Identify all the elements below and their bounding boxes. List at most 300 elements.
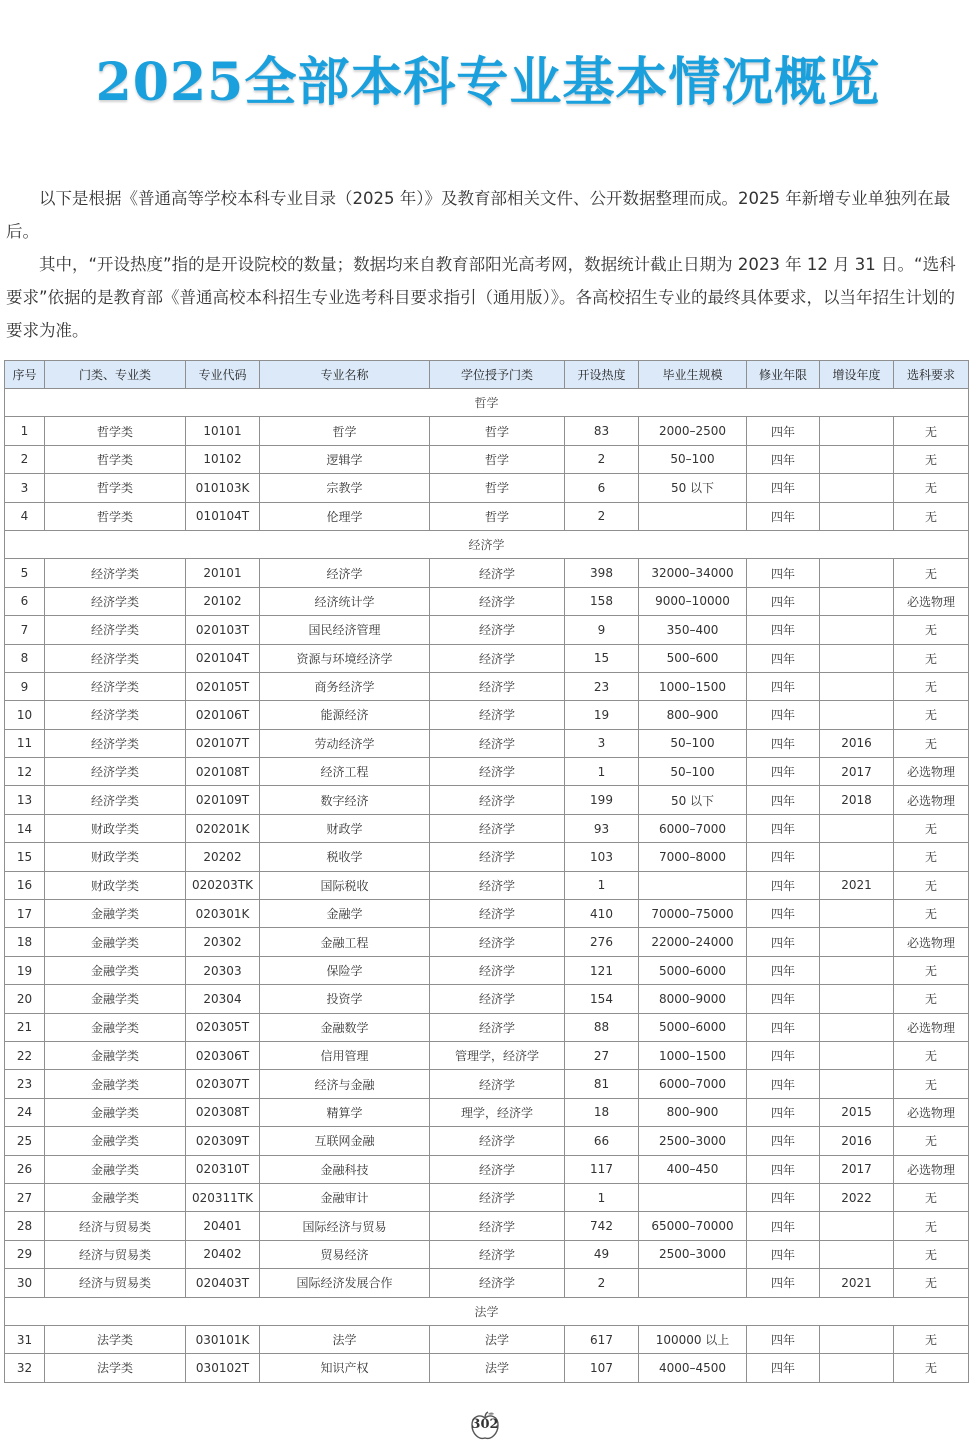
table-row bbox=[5, 445, 969, 473]
cell-code: 020309T bbox=[186, 1127, 260, 1155]
cell-duration: 四年 bbox=[747, 956, 820, 984]
table-row bbox=[5, 1098, 969, 1126]
cell-code: 20101 bbox=[186, 559, 260, 587]
cell-code: 20304 bbox=[186, 985, 260, 1013]
cell-index: 18 bbox=[5, 928, 45, 956]
cell-graduates: 70000–75000 bbox=[639, 900, 747, 928]
cell-subject-req: 无 bbox=[894, 1070, 969, 1098]
cell-year-added: 2018 bbox=[820, 786, 894, 814]
cell-popularity: 121 bbox=[565, 956, 639, 984]
table-row bbox=[5, 1155, 969, 1183]
cell-popularity: 617 bbox=[565, 1325, 639, 1353]
cell-index: 10 bbox=[5, 701, 45, 729]
cell-code: 020311TK bbox=[186, 1183, 260, 1211]
cell-category: 经济与贸易类 bbox=[45, 1240, 186, 1268]
cell-category: 金融学类 bbox=[45, 900, 186, 928]
cell-degree: 经济学 bbox=[430, 985, 565, 1013]
cell-code: 20102 bbox=[186, 587, 260, 615]
cell-subject-req: 无 bbox=[894, 616, 969, 644]
cell-code: 020108T bbox=[186, 758, 260, 786]
cell-graduates bbox=[639, 1269, 747, 1297]
cell-year-added: 2022 bbox=[820, 1183, 894, 1211]
cell-major-name: 劳动经济学 bbox=[260, 729, 430, 757]
cell-code: 020306T bbox=[186, 1041, 260, 1069]
cell-graduates: 350–400 bbox=[639, 616, 747, 644]
cell-code: 10102 bbox=[186, 445, 260, 473]
group-row bbox=[5, 1297, 969, 1325]
cell-subject-req: 无 bbox=[894, 871, 969, 899]
cell-duration: 四年 bbox=[747, 985, 820, 1013]
cell-index: 17 bbox=[5, 900, 45, 928]
cell-major-name: 精算学 bbox=[260, 1098, 430, 1126]
cell-code: 20303 bbox=[186, 956, 260, 984]
column-header: 专业代码 bbox=[186, 361, 260, 389]
cell-index: 19 bbox=[5, 956, 45, 984]
cell-degree: 哲学 bbox=[430, 445, 565, 473]
cell-category: 金融学类 bbox=[45, 1127, 186, 1155]
cell-major-name: 法学 bbox=[260, 1325, 430, 1353]
cell-category: 法学类 bbox=[45, 1325, 186, 1353]
cell-major-name: 经济工程 bbox=[260, 758, 430, 786]
page-title: 2025全部本科专业基本情况概览 bbox=[95, 52, 881, 113]
cell-category: 经济学类 bbox=[45, 758, 186, 786]
cell-category: 金融学类 bbox=[45, 1070, 186, 1098]
cell-year-added: 2015 bbox=[820, 1098, 894, 1126]
cell-category: 金融学类 bbox=[45, 1098, 186, 1126]
cell-year-added bbox=[820, 1354, 894, 1382]
cell-major-name: 资源与环境经济学 bbox=[260, 644, 430, 672]
cell-code: 10101 bbox=[186, 417, 260, 445]
cell-popularity: 6 bbox=[565, 474, 639, 502]
cell-graduates: 22000–24000 bbox=[639, 928, 747, 956]
cell-duration: 四年 bbox=[747, 672, 820, 700]
cell-degree: 经济学 bbox=[430, 1269, 565, 1297]
cell-major-name: 信用管理 bbox=[260, 1041, 430, 1069]
group-label: 哲学 bbox=[5, 389, 969, 417]
cell-category: 经济学类 bbox=[45, 672, 186, 700]
cell-graduates: 800–900 bbox=[639, 701, 747, 729]
cell-category: 经济学类 bbox=[45, 616, 186, 644]
cell-index: 1 bbox=[5, 417, 45, 445]
cell-code: 020310T bbox=[186, 1155, 260, 1183]
cell-graduates: 50–100 bbox=[639, 758, 747, 786]
cell-index: 26 bbox=[5, 1155, 45, 1183]
cell-subject-req: 无 bbox=[894, 985, 969, 1013]
cell-duration: 四年 bbox=[747, 928, 820, 956]
cell-graduates: 100000 以上 bbox=[639, 1325, 747, 1353]
cell-degree: 经济学 bbox=[430, 1212, 565, 1240]
cell-subject-req: 无 bbox=[894, 1325, 969, 1353]
cell-category: 经济与贸易类 bbox=[45, 1269, 186, 1297]
cell-index: 12 bbox=[5, 758, 45, 786]
cell-duration: 四年 bbox=[747, 871, 820, 899]
cell-major-name: 逻辑学 bbox=[260, 445, 430, 473]
cell-major-name: 互联网金融 bbox=[260, 1127, 430, 1155]
cell-index: 4 bbox=[5, 502, 45, 530]
cell-index: 32 bbox=[5, 1354, 45, 1382]
cell-category: 法学类 bbox=[45, 1354, 186, 1382]
cell-graduates: 5000–6000 bbox=[639, 1013, 747, 1041]
cell-index: 28 bbox=[5, 1212, 45, 1240]
cell-duration: 四年 bbox=[747, 1240, 820, 1268]
cell-code: 020308T bbox=[186, 1098, 260, 1126]
table-row bbox=[5, 1240, 969, 1268]
cell-degree: 理学，经济学 bbox=[430, 1098, 565, 1126]
table-row bbox=[5, 616, 969, 644]
cell-duration: 四年 bbox=[747, 587, 820, 615]
cell-category: 金融学类 bbox=[45, 1013, 186, 1041]
cell-index: 6 bbox=[5, 587, 45, 615]
table-body bbox=[5, 389, 969, 1383]
cell-subject-req: 无 bbox=[894, 729, 969, 757]
table-row bbox=[5, 956, 969, 984]
cell-year-added bbox=[820, 644, 894, 672]
cell-code: 20401 bbox=[186, 1212, 260, 1240]
cell-year-added bbox=[820, 559, 894, 587]
cell-degree: 经济学 bbox=[430, 701, 565, 729]
cell-index: 13 bbox=[5, 786, 45, 814]
cell-popularity: 83 bbox=[565, 417, 639, 445]
cell-popularity: 1 bbox=[565, 1183, 639, 1211]
cell-popularity: 276 bbox=[565, 928, 639, 956]
cell-year-added bbox=[820, 1070, 894, 1098]
cell-degree: 经济学 bbox=[430, 758, 565, 786]
table-row bbox=[5, 559, 969, 587]
cell-category: 经济与贸易类 bbox=[45, 1212, 186, 1240]
cell-year-added bbox=[820, 928, 894, 956]
cell-code: 010103K bbox=[186, 474, 260, 502]
cell-popularity: 154 bbox=[565, 985, 639, 1013]
cell-year-added bbox=[820, 1240, 894, 1268]
cell-index: 22 bbox=[5, 1041, 45, 1069]
cell-year-added bbox=[820, 1041, 894, 1069]
cell-code: 020105T bbox=[186, 672, 260, 700]
cell-duration: 四年 bbox=[747, 1098, 820, 1126]
cell-subject-req: 无 bbox=[894, 502, 969, 530]
table-row bbox=[5, 1325, 969, 1353]
cell-year-added: 2021 bbox=[820, 871, 894, 899]
cell-degree: 经济学 bbox=[430, 843, 565, 871]
cell-code: 020104T bbox=[186, 644, 260, 672]
cell-degree: 经济学 bbox=[430, 956, 565, 984]
cell-index: 9 bbox=[5, 672, 45, 700]
cell-duration: 四年 bbox=[747, 502, 820, 530]
table-row bbox=[5, 843, 969, 871]
cell-graduates bbox=[639, 502, 747, 530]
cell-year-added bbox=[820, 587, 894, 615]
cell-duration: 四年 bbox=[747, 1070, 820, 1098]
cell-year-added bbox=[820, 417, 894, 445]
cell-category: 哲学类 bbox=[45, 445, 186, 473]
cell-degree: 哲学 bbox=[430, 417, 565, 445]
cell-degree: 哲学 bbox=[430, 502, 565, 530]
cell-popularity: 2 bbox=[565, 445, 639, 473]
cell-graduates: 800–900 bbox=[639, 1098, 747, 1126]
table-row bbox=[5, 1070, 969, 1098]
cell-major-name: 经济学 bbox=[260, 559, 430, 587]
cell-major-name: 保险学 bbox=[260, 956, 430, 984]
cell-graduates: 1000–1500 bbox=[639, 672, 747, 700]
cell-major-name: 税收学 bbox=[260, 843, 430, 871]
cell-year-added: 2016 bbox=[820, 1127, 894, 1155]
cell-duration: 四年 bbox=[747, 701, 820, 729]
cell-graduates: 65000–70000 bbox=[639, 1212, 747, 1240]
cell-popularity: 23 bbox=[565, 672, 639, 700]
cell-index: 31 bbox=[5, 1325, 45, 1353]
column-header: 专业名称 bbox=[260, 361, 430, 389]
cell-graduates: 6000–7000 bbox=[639, 1070, 747, 1098]
header-row bbox=[5, 361, 969, 389]
cell-graduates: 5000–6000 bbox=[639, 956, 747, 984]
column-header: 序号 bbox=[5, 361, 45, 389]
cell-popularity: 199 bbox=[565, 786, 639, 814]
cell-category: 财政学类 bbox=[45, 871, 186, 899]
cell-category: 金融学类 bbox=[45, 928, 186, 956]
table-row bbox=[5, 417, 969, 445]
column-header: 毕业生规模 bbox=[639, 361, 747, 389]
table-row bbox=[5, 672, 969, 700]
cell-duration: 四年 bbox=[747, 814, 820, 842]
cell-duration: 四年 bbox=[747, 843, 820, 871]
cell-index: 29 bbox=[5, 1240, 45, 1268]
cell-graduates: 50 以下 bbox=[639, 474, 747, 502]
cell-category: 哲学类 bbox=[45, 474, 186, 502]
cell-index: 20 bbox=[5, 985, 45, 1013]
cell-year-added: 2017 bbox=[820, 1155, 894, 1183]
cell-year-added: 2021 bbox=[820, 1269, 894, 1297]
cell-subject-req: 必选物理 bbox=[894, 1155, 969, 1183]
cell-duration: 四年 bbox=[747, 1354, 820, 1382]
cell-code: 020301K bbox=[186, 900, 260, 928]
cell-major-name: 国际经济与贸易 bbox=[260, 1212, 430, 1240]
cell-popularity: 18 bbox=[565, 1098, 639, 1126]
cell-category: 金融学类 bbox=[45, 1183, 186, 1211]
cell-subject-req: 无 bbox=[894, 956, 969, 984]
cell-category: 金融学类 bbox=[45, 1155, 186, 1183]
cell-code: 020103T bbox=[186, 616, 260, 644]
cell-graduates: 8000–9000 bbox=[639, 985, 747, 1013]
cell-category: 经济学类 bbox=[45, 701, 186, 729]
cell-popularity: 15 bbox=[565, 644, 639, 672]
cell-category: 经济学类 bbox=[45, 644, 186, 672]
cell-popularity: 107 bbox=[565, 1354, 639, 1382]
cell-subject-req: 无 bbox=[894, 701, 969, 729]
cell-graduates: 50–100 bbox=[639, 445, 747, 473]
cell-duration: 四年 bbox=[747, 559, 820, 587]
cell-popularity: 3 bbox=[565, 729, 639, 757]
cell-popularity: 93 bbox=[565, 814, 639, 842]
cell-popularity: 158 bbox=[565, 587, 639, 615]
column-header: 门类、专业类 bbox=[45, 361, 186, 389]
cell-code: 20302 bbox=[186, 928, 260, 956]
cell-code: 20402 bbox=[186, 1240, 260, 1268]
cell-index: 25 bbox=[5, 1127, 45, 1155]
cell-degree: 经济学 bbox=[430, 871, 565, 899]
cell-degree: 经济学 bbox=[430, 1127, 565, 1155]
cell-degree: 经济学 bbox=[430, 616, 565, 644]
cell-graduates: 7000–8000 bbox=[639, 843, 747, 871]
cell-duration: 四年 bbox=[747, 1041, 820, 1069]
cell-subject-req: 无 bbox=[894, 814, 969, 842]
cell-year-added bbox=[820, 616, 894, 644]
cell-graduates: 2000–2500 bbox=[639, 417, 747, 445]
cell-degree: 法学 bbox=[430, 1325, 565, 1353]
cell-duration: 四年 bbox=[747, 1325, 820, 1353]
cell-major-name: 经济统计学 bbox=[260, 587, 430, 615]
table-row bbox=[5, 701, 969, 729]
cell-index: 15 bbox=[5, 843, 45, 871]
cell-duration: 四年 bbox=[747, 1127, 820, 1155]
cell-subject-req: 无 bbox=[894, 1354, 969, 1382]
cell-popularity: 2 bbox=[565, 1269, 639, 1297]
table-row bbox=[5, 758, 969, 786]
cell-popularity: 742 bbox=[565, 1212, 639, 1240]
table-row bbox=[5, 871, 969, 899]
group-row bbox=[5, 389, 969, 417]
cell-duration: 四年 bbox=[747, 616, 820, 644]
cell-popularity: 103 bbox=[565, 843, 639, 871]
cell-index: 2 bbox=[5, 445, 45, 473]
cell-duration: 四年 bbox=[747, 474, 820, 502]
cell-graduates: 6000–7000 bbox=[639, 814, 747, 842]
cell-major-name: 投资学 bbox=[260, 985, 430, 1013]
cell-popularity: 9 bbox=[565, 616, 639, 644]
cell-degree: 经济学 bbox=[430, 1070, 565, 1098]
cell-degree: 经济学 bbox=[430, 1183, 565, 1211]
cell-subject-req: 必选物理 bbox=[894, 1013, 969, 1041]
cell-major-name: 国际税收 bbox=[260, 871, 430, 899]
cell-graduates: 50–100 bbox=[639, 729, 747, 757]
cell-subject-req: 无 bbox=[894, 1041, 969, 1069]
table-row bbox=[5, 644, 969, 672]
cell-major-name: 宗教学 bbox=[260, 474, 430, 502]
table-row bbox=[5, 1013, 969, 1041]
table-row bbox=[5, 985, 969, 1013]
column-header: 增设年度 bbox=[820, 361, 894, 389]
cell-subject-req: 无 bbox=[894, 900, 969, 928]
column-header: 修业年限 bbox=[747, 361, 820, 389]
cell-graduates: 32000–34000 bbox=[639, 559, 747, 587]
cell-degree: 经济学 bbox=[430, 1240, 565, 1268]
cell-subject-req: 无 bbox=[894, 445, 969, 473]
cell-duration: 四年 bbox=[747, 1013, 820, 1041]
cell-category: 金融学类 bbox=[45, 1041, 186, 1069]
cell-code: 020305T bbox=[186, 1013, 260, 1041]
cell-category: 财政学类 bbox=[45, 843, 186, 871]
cell-category: 经济学类 bbox=[45, 559, 186, 587]
cell-major-name: 经济与金融 bbox=[260, 1070, 430, 1098]
cell-subject-req: 无 bbox=[894, 644, 969, 672]
cell-year-added bbox=[820, 1013, 894, 1041]
cell-category: 哲学类 bbox=[45, 417, 186, 445]
cell-major-name: 金融数学 bbox=[260, 1013, 430, 1041]
cell-category: 财政学类 bbox=[45, 814, 186, 842]
cell-subject-req: 必选物理 bbox=[894, 1098, 969, 1126]
cell-major-name: 国民经济管理 bbox=[260, 616, 430, 644]
table-header bbox=[5, 361, 969, 389]
cell-subject-req: 必选物理 bbox=[894, 786, 969, 814]
column-header: 开设热度 bbox=[565, 361, 639, 389]
cell-popularity: 49 bbox=[565, 1240, 639, 1268]
cell-category: 金融学类 bbox=[45, 985, 186, 1013]
cell-index: 7 bbox=[5, 616, 45, 644]
table-row bbox=[5, 587, 969, 615]
cell-code: 020107T bbox=[186, 729, 260, 757]
cell-graduates bbox=[639, 1183, 747, 1211]
cell-code: 030101K bbox=[186, 1325, 260, 1353]
table-row bbox=[5, 1183, 969, 1211]
cell-year-added bbox=[820, 502, 894, 530]
cell-popularity: 117 bbox=[565, 1155, 639, 1183]
cell-year-added bbox=[820, 985, 894, 1013]
cell-index: 30 bbox=[5, 1269, 45, 1297]
cell-code: 020403T bbox=[186, 1269, 260, 1297]
cell-degree: 经济学 bbox=[430, 587, 565, 615]
cell-code: 020307T bbox=[186, 1070, 260, 1098]
cell-degree: 经济学 bbox=[430, 900, 565, 928]
group-label: 法学 bbox=[5, 1297, 969, 1325]
cell-index: 21 bbox=[5, 1013, 45, 1041]
cell-subject-req: 必选物理 bbox=[894, 928, 969, 956]
cell-duration: 四年 bbox=[747, 729, 820, 757]
cell-major-name: 金融科技 bbox=[260, 1155, 430, 1183]
cell-popularity: 81 bbox=[565, 1070, 639, 1098]
table-row bbox=[5, 502, 969, 530]
cell-year-added bbox=[820, 814, 894, 842]
cell-duration: 四年 bbox=[747, 758, 820, 786]
cell-code: 020109T bbox=[186, 786, 260, 814]
cell-subject-req: 无 bbox=[894, 1240, 969, 1268]
cell-graduates: 2500–3000 bbox=[639, 1127, 747, 1155]
cell-duration: 四年 bbox=[747, 1269, 820, 1297]
column-header: 学位授予门类 bbox=[430, 361, 565, 389]
cell-duration: 四年 bbox=[747, 644, 820, 672]
cell-index: 5 bbox=[5, 559, 45, 587]
cell-subject-req: 无 bbox=[894, 559, 969, 587]
cell-major-name: 贸易经济 bbox=[260, 1240, 430, 1268]
intro-paragraph-1: 以下是根据《普通高等学校本科专业目录（2025 年）》及教育部相关文件、公开数据整理而成。2025 年新增专业单独列在最后。 bbox=[6, 189, 951, 241]
cell-year-added bbox=[820, 445, 894, 473]
cell-popularity: 2 bbox=[565, 502, 639, 530]
cell-popularity: 19 bbox=[565, 701, 639, 729]
cell-duration: 四年 bbox=[747, 445, 820, 473]
cell-category: 金融学类 bbox=[45, 956, 186, 984]
cell-duration: 四年 bbox=[747, 1212, 820, 1240]
cell-degree: 哲学 bbox=[430, 474, 565, 502]
cell-code: 020203TK bbox=[186, 871, 260, 899]
cell-popularity: 1 bbox=[565, 871, 639, 899]
cell-subject-req: 必选物理 bbox=[894, 587, 969, 615]
cell-duration: 四年 bbox=[747, 1183, 820, 1211]
cell-subject-req: 无 bbox=[894, 1127, 969, 1155]
cell-degree: 法学 bbox=[430, 1354, 565, 1382]
cell-year-added: 2017 bbox=[820, 758, 894, 786]
cell-graduates: 2500–3000 bbox=[639, 1240, 747, 1268]
group-row bbox=[5, 530, 969, 558]
group-label: 经济学 bbox=[5, 530, 969, 558]
cell-popularity: 398 bbox=[565, 559, 639, 587]
cell-graduates: 50 以下 bbox=[639, 786, 747, 814]
table-row bbox=[5, 786, 969, 814]
cell-subject-req: 无 bbox=[894, 1269, 969, 1297]
cell-popularity: 27 bbox=[565, 1041, 639, 1069]
cell-index: 24 bbox=[5, 1098, 45, 1126]
cell-year-added bbox=[820, 900, 894, 928]
cell-major-name: 金融审计 bbox=[260, 1183, 430, 1211]
cell-graduates: 500–600 bbox=[639, 644, 747, 672]
majors-table bbox=[4, 360, 969, 1383]
cell-subject-req: 无 bbox=[894, 672, 969, 700]
